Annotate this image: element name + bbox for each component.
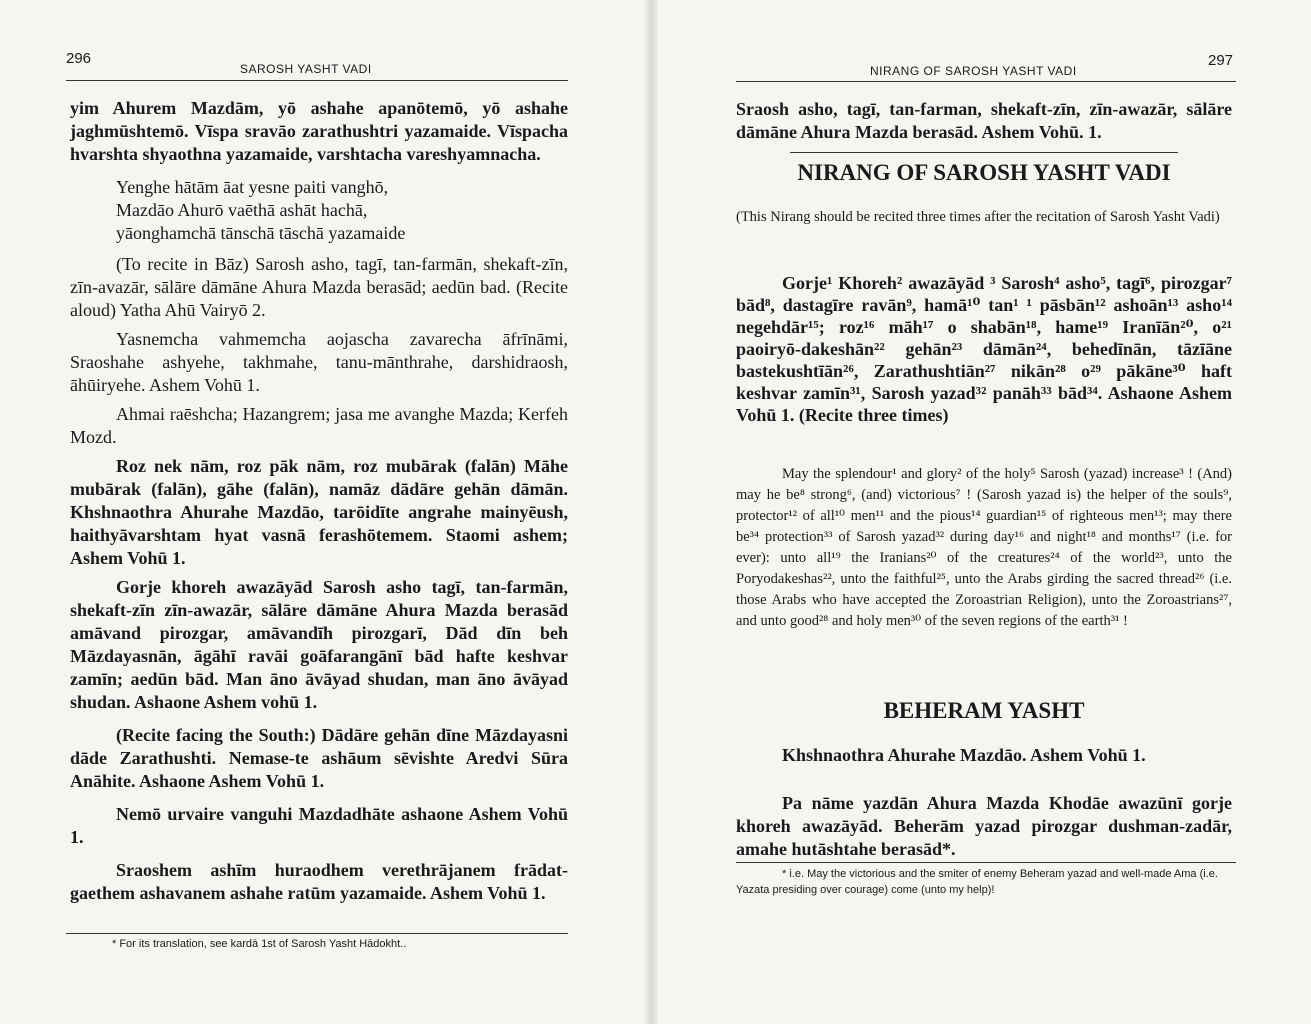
page-number: 297 [1208, 52, 1234, 69]
verse-line: Mazdāo Ahurō vaēthā ashāt hachā, [116, 200, 368, 220]
footnote: * i.e. May the victorious and the smiter of enemy Beheram yazad and well-made Ama (i.e. Yazata presiding over courage) come (unto my help)! [736, 868, 1218, 896]
paragraph: (To recite in Bāz) Sarosh asho, tagī, tan-farmān, shekaft-zīn, zīn-avazār, sālāre dāmāne Ahura Mazda berasād; aedūn bad. (Recite aloud) Yatha Ahū Vairyō 2. [70, 254, 568, 320]
left-text-column [70, 97, 568, 905]
header-rule [66, 80, 568, 81]
paragraph: Roz nek nām, roz pāk nām, roz mubārak (falān) Māhe mubārak (falān), gāhe (falān), namāz dādāre gehān dāmān. Khshnaothra Ahurahe Mazdāo, tarōidīte angrahe mainyēush, haithyāvarshtam hyat vasnā ferashōtemem. Staomi ashem; Ashem Vohū 1. [70, 456, 568, 568]
right-page [650, 0, 1311, 1024]
verse-line: Yenghe hātām āat yesne paiti vanghō, [116, 177, 389, 197]
paragraph: Yasnemcha vahmemcha aojascha zavarecha āfrīnāmi, Sraoshahe ashyehe, takhmahe, tanu-mānthrahe, darshidraosh, āhūiryehe. Ashem Vohū 1. [70, 329, 568, 395]
footnote-rule [66, 933, 568, 934]
running-head: SAROSH YASHT VADI [240, 62, 372, 76]
running-head: NIRANG OF SAROSH YASHT VADI [870, 64, 1077, 78]
nirang-text: Gorje¹ Khoreh² awazāyād ³ Sarosh⁴ asho⁵, tagī⁶, pirozgar⁷ bād⁸, dastagīre ravān⁹, hamā¹⁰ tan¹ ¹ pāsbān¹² ashoān¹³ asho¹⁴ negehdār¹⁵; roz¹⁶ māh¹⁷ o shabān¹⁸, hame¹⁹ Iranīān²⁰, o²¹ paoiryō-dakeshān²² gehān²³ dāmān²⁴, behedīnān, tāzīāne bastekushtīān²⁶, Zarathushtiān²⁷ nikān²⁸ o²⁹ pākāne³⁰ haft keshvar zamīn³¹, Sarosh yazad³² panāh³³ bād³⁴. Ashaone Ashem Vohū 1. (Recite three times) [736, 273, 1232, 425]
verse-line: yāonghamchā tānschā tāschā yazamaide [116, 223, 406, 243]
section-rule [790, 152, 1178, 153]
verse-block [116, 176, 568, 245]
page-number: 296 [66, 50, 92, 67]
paragraph: Gorje khoreh awazāyād Sarosh asho tagī, tan-farmān, shekaft-zīn zīn-awazār, sālāre dāmāne Ahura Mazda berasād amāvand pirozgar, amāvandīh pirozgarī, Dād dīn beh Māzdayasnān, āgāhī ravāi goāfarangānī bād hafte keshvar zamīn; aedūn bād. Man āno āvāyad shudan, man āno āvāyad shudan. Ashaone Ashem vohū 1. [70, 577, 568, 712]
intro-line: Sraosh asho, tagī, tan-farman, shekaft-zīn, zīn-awazār, sālāre dāmāne Ahura Mazda berasād. Ashem Vohū. 1. [736, 99, 1232, 142]
header-rule [736, 81, 1236, 82]
paragraph: Sraoshem ashīm huraodhem verethrājanem frādat-gaethem ashavanem ashahe ratūm yazamaide. Ashem Vohū 1. [70, 860, 568, 903]
translation-text: May the splendour¹ and glory² of the holy⁵ Sarosh (yazad) increase³ ! (And) may he be⁸ strong⁶, (and) victorious⁷ ! (Sarosh yazad is) the helper of the souls⁹, protector¹² of all¹⁰ men¹¹ and the pious¹⁴ guardian¹⁵ of righteous men¹³; may there be³⁴ protection³³ of Sarosh yazad³² during day¹⁶ and night¹⁸ and months¹⁷ (i.e. for ever): unto all¹⁹ the Iranians²⁰ of the creatures²⁴ of the world²³, unto the Poryodakeshas²², unto the faithful²⁵, unto the Arabs girding the sacred thread²⁶ (i.e. those Arabs who have accepted the Zoroastrian Religion), unto the Zoroastrians²⁷, and unto good²⁸ and holy men³⁰ of the seven regions of the earth³¹ ! [736, 466, 1232, 629]
section-heading: NIRANG OF SAROSH YASHT VADI [797, 160, 1171, 185]
paragraph: yim Ahurem Mazdām, yō ashahe apanōtemō, yō ashahe jaghmūshtemō. Vīspa sravāo zarathushtri yazamaide. Vīspacha hvarshta shyaothna yazamaide, varshtacha vareshyamnacha. [70, 98, 568, 164]
yasht-opening: Khshnaothra Ahurahe Mazdāo. Ashem Vohū 1. [782, 745, 1146, 765]
paragraph: Ahmai raēshcha; Hazangrem; jasa me avanghe Mazda; Kerfeh Mozd. [70, 404, 568, 447]
left-page [0, 0, 650, 1024]
footnote-rule [736, 862, 1236, 863]
paragraph: (Recite facing the South:) Dādāre gehān dīne Māzdayasni dāde Zarathushti. Nemase-te ashāum sēvishte Aredvi Sūra Anāhite. Ashaone Ashem Vohū 1. [70, 725, 568, 791]
nirang-instruction: (This Nirang should be recited three times after the recitation of Sarosh Yasht Vadi) [736, 209, 1220, 225]
paragraph: Pa nāme yazdān Ahura Mazda Khodāe awazūnī gorje khoreh awazāyād. Beherām yazad pirozgar dushman-zadār, amahe hutāshtahe berasād*. [736, 793, 1232, 859]
paragraph: Nemō urvaire vanguhi Mazdadhāte ashaone Ashem Vohū 1. [70, 804, 568, 847]
footnote: * For its translation, see kardā 1st of Sarosh Yasht Hādokht.. [112, 938, 407, 950]
section-heading: BEHERAM YASHT [883, 698, 1085, 723]
